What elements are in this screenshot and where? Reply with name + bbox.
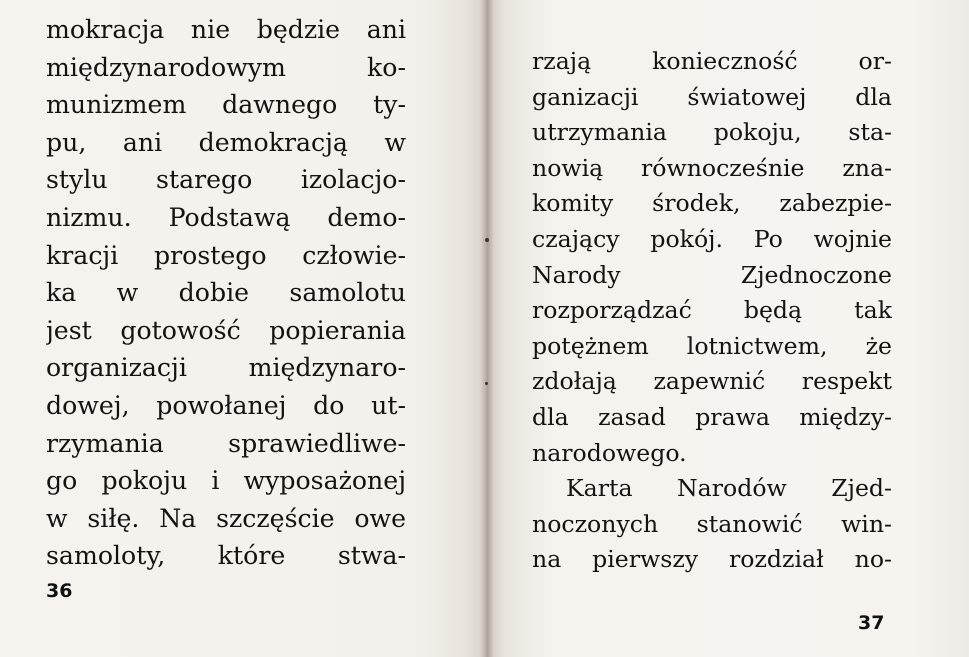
text-line: mokracja nie będzie ani [46,15,406,44]
text-line: pu, ani demokracją w [46,127,406,157]
text-line: rzymania sprawiedliwe- [46,428,406,458]
paper-speck [485,382,488,385]
text-line: czający pokój. Po wojnie [532,224,892,253]
text-line: komity środek, zabezpie- [532,189,892,218]
text-line: kracji prostego człowie- [46,240,406,270]
text-line: dowej, powołanej do ut- [46,390,406,420]
text-line: nowią równocześnie zna- [532,153,892,182]
text-line: samoloty, które stwa- [46,541,406,571]
text-line: utrzymania pokoju, sta- [532,118,892,147]
text-line: narodowego. [532,438,687,467]
text-line: rozporządzać będą tak [532,296,892,325]
text-line: go pokoju i wyposażonej [46,466,406,496]
text-line: Karta Narodów Zjed- [566,474,892,503]
page-number-left: 36 [46,580,73,602]
book-gutter [480,0,494,657]
show-through-shadow [910,0,969,657]
text-line: w siłę. Na szczęście owe [46,503,406,533]
left-page-text [46,11,406,575]
text-line: munizmem dawnego ty- [46,90,406,120]
text-line: stylu starego izolacjo- [46,165,406,195]
text-line: ganizacji światowej dla [532,82,892,111]
text-line: noczonych stanowić win- [532,509,892,538]
text-line: organizacji międzynaro- [46,353,406,383]
text-line: Narody Zjednoczone [532,260,892,289]
text-line: zdołają zapewnić respekt [532,367,892,396]
right-page-text [532,44,892,578]
text-line: rzają konieczność or- [532,47,892,75]
text-line: potężnem lotnictwem, że [532,331,892,360]
text-line: jest gotowość popierania [46,315,406,345]
text-line: międzynarodowym ko- [46,52,406,82]
page-number-right: 37 [858,612,885,634]
paper-speck [485,238,489,242]
text-line: dla zasad prawa między- [532,402,892,431]
text-line: ka w dobie samolotu [46,278,406,308]
text-line: nizmu. Podstawą demo- [46,202,406,232]
text-line: na pierwszy rozdział no- [532,545,892,574]
